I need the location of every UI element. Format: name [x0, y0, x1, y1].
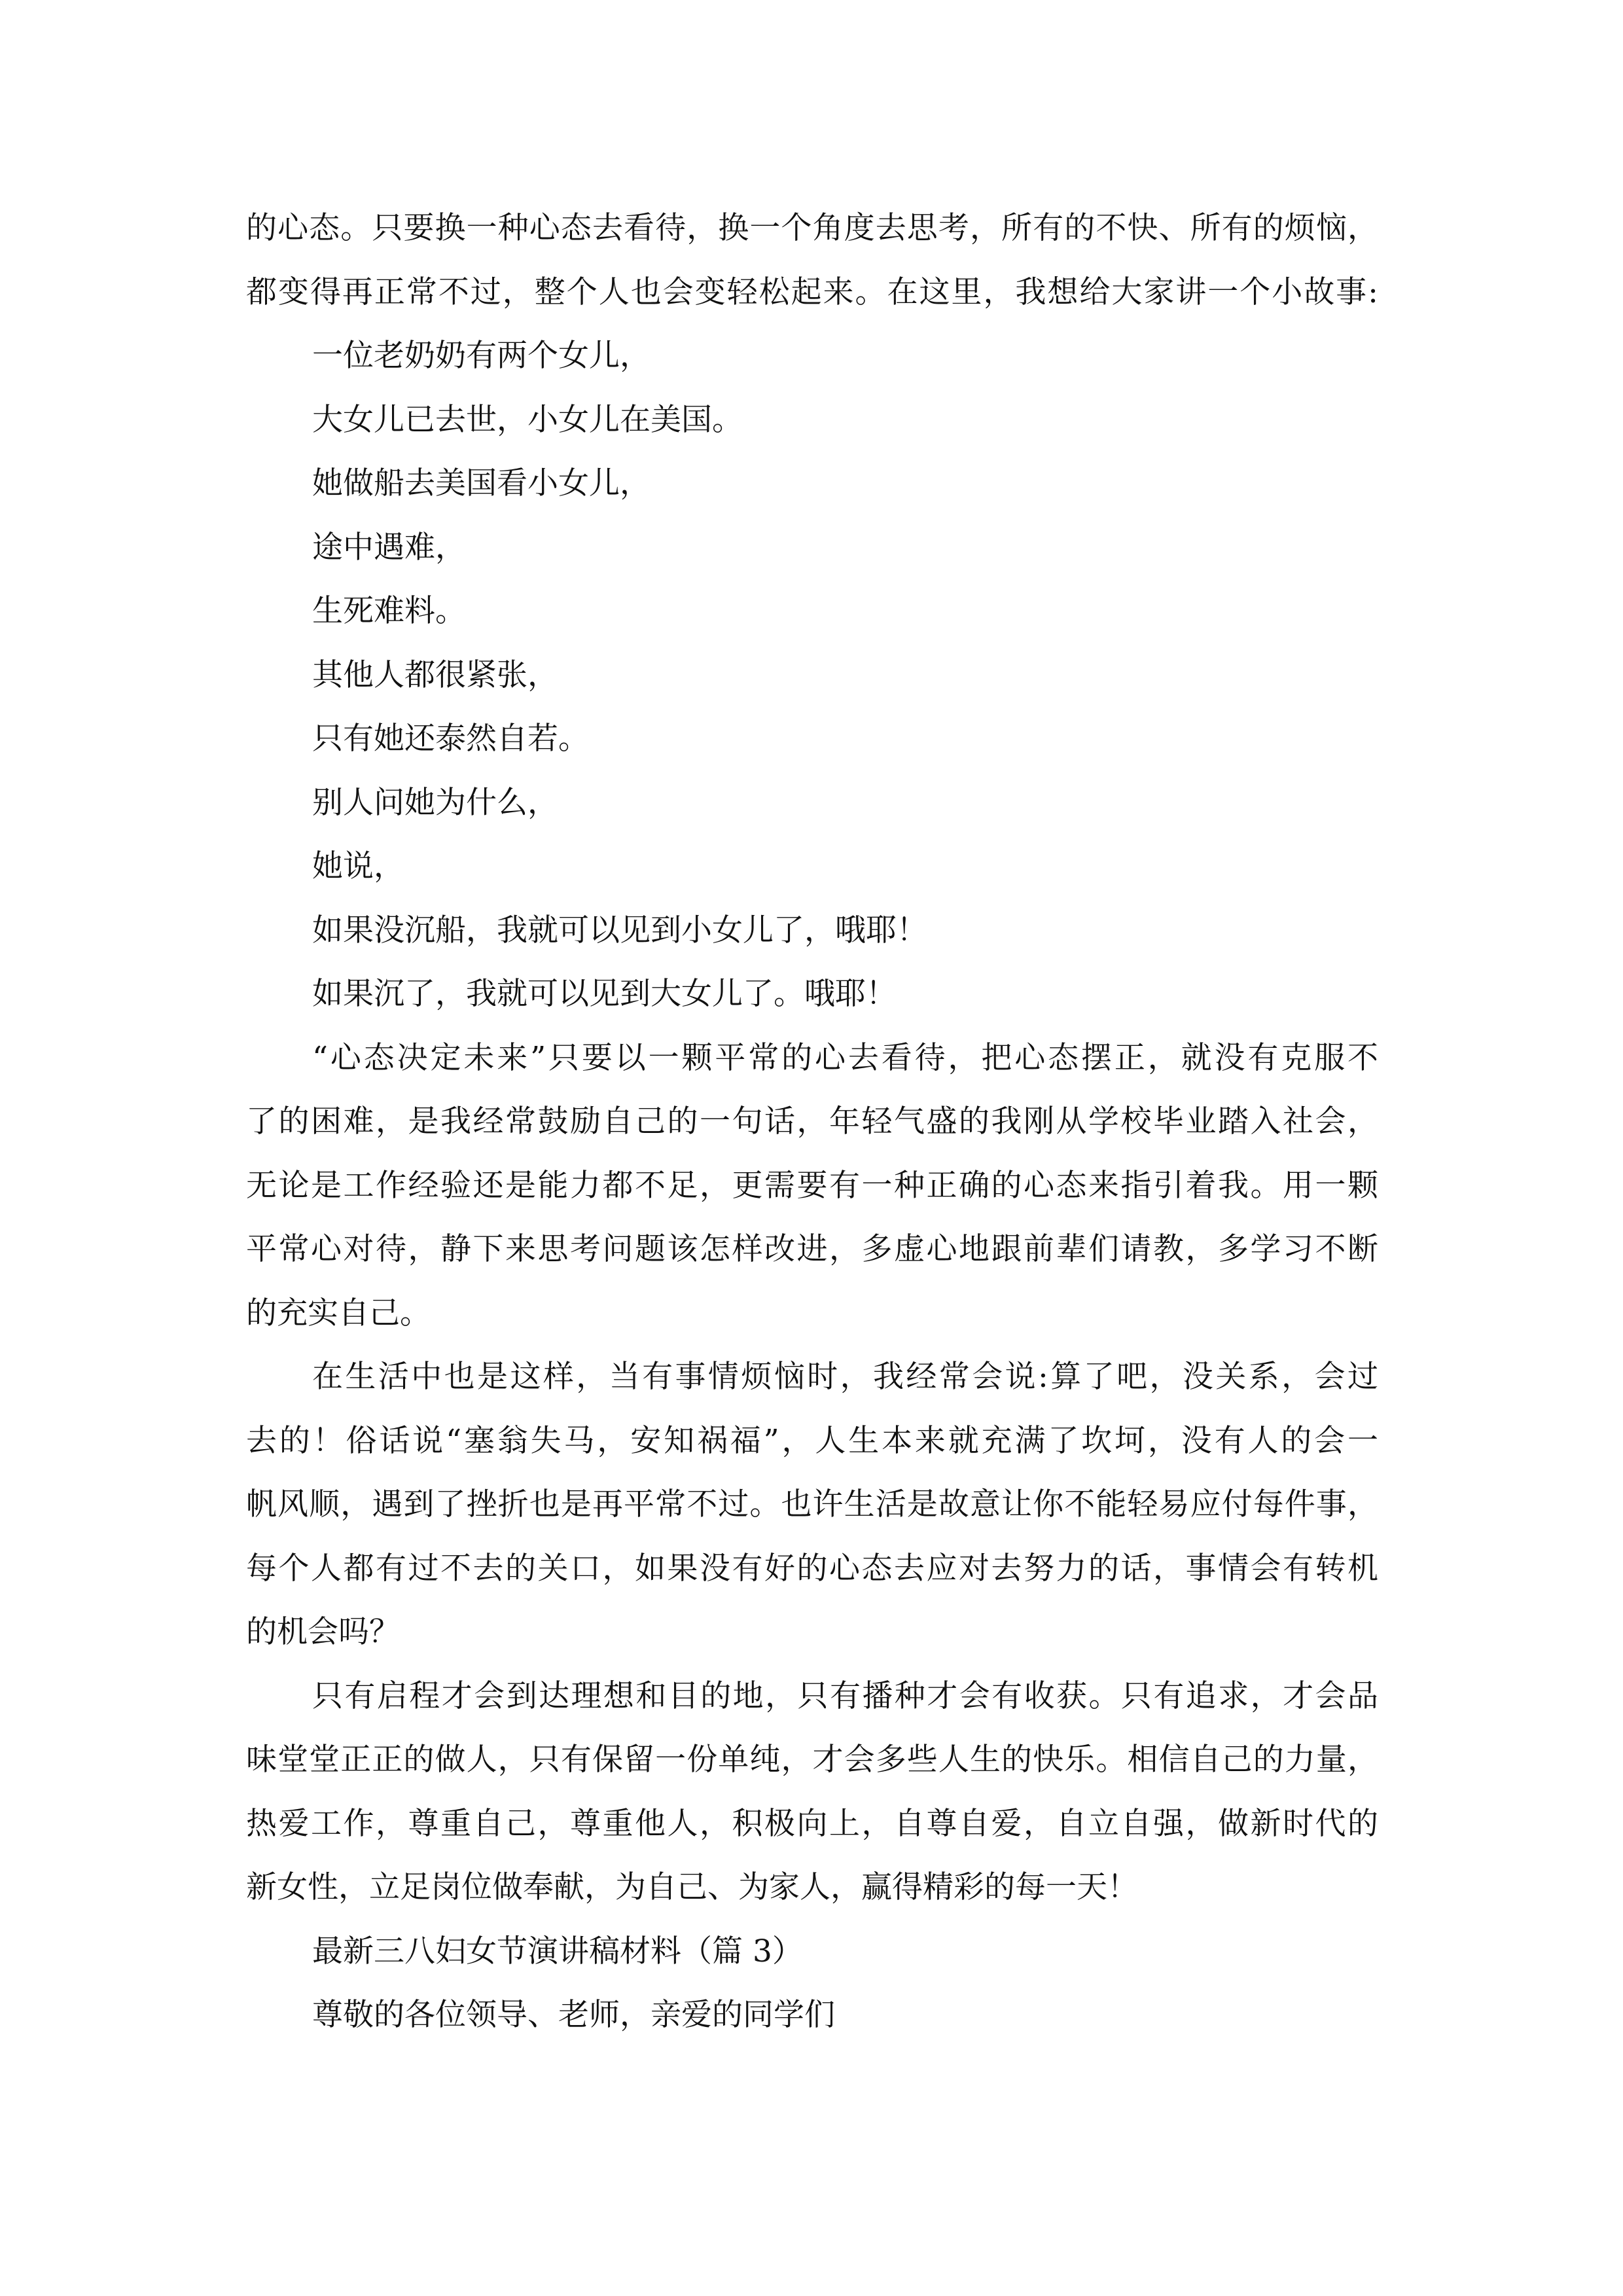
- text-line: 她说，: [312, 848, 404, 884]
- text-line: 只有启程才会到达理想和目的地，只有播种才会有收获。只有追求，才会品: [312, 1677, 1378, 1714]
- text-line: 如果沉了，我就可以见到大女儿了。哦耶！: [312, 976, 897, 1012]
- text-line: 去的！俗话说“塞翁失马，安知祸福”，人生本来就充满了坎坷，没有人的会一: [246, 1422, 1378, 1459]
- text-line: 途中遇难，: [312, 529, 466, 565]
- text-line: 平常心对待，静下来思考问题该怎样改进，多虚心地跟前辈们请教，多学习不断: [246, 1231, 1378, 1267]
- text-line: 新女性，立足岗位做奉献，为自己、为家人，赢得精彩的每一天！: [246, 1869, 1138, 1905]
- text-line: 无论是工作经验还是能力都不足，更需要有一种正确的心态来指引着我。用一颗: [246, 1167, 1378, 1204]
- text-line: 的机会吗？: [246, 1614, 400, 1650]
- document-body: [246, 196, 1378, 2047]
- text-line: 大女儿已去世，小女儿在美国。: [312, 401, 743, 438]
- text-line: 每个人都有过不去的关口，如果没有好的心态去应对去努力的话，事情会有转机: [246, 1550, 1378, 1587]
- text-line: 都变得再正常不过，整个人也会变轻松起来。在这里，我想给大家讲一个小故事:: [246, 274, 1378, 310]
- text-line: 帆风顺，遇到了挫折也是再平常不过。也许生活是故意让你不能轻易应付每件事，: [246, 1486, 1378, 1522]
- text-line: 热爱工作，尊重自己，尊重他人，积极向上，自尊自爱，自立自强，做新时代的: [246, 1805, 1378, 1842]
- text-line: 在生活中也是这样，当有事情烦恼时，我经常会说:算了吧，没关系，会过: [312, 1359, 1378, 1395]
- text-line: 如果没沉船，我就可以见到小女儿了，哦耶！: [312, 912, 927, 948]
- text-line: 生死难料。: [312, 593, 466, 629]
- text-line: “心态决定未来”只要以一颗平常的心去看待，把心态摆正，就没有克服不: [312, 1039, 1378, 1076]
- section-heading: 最新三八妇女节演讲稿材料（篇 3）: [312, 1933, 803, 1969]
- text-line: 别人问她为什么，: [312, 784, 558, 821]
- text-line: 她做船去美国看小女儿，: [312, 465, 651, 501]
- text-line: 的心态。只要换一种心态去看待，换一个角度去思考，所有的不快、所有的烦恼，: [246, 210, 1378, 246]
- text-line: 其他人都很紧张，: [312, 656, 558, 693]
- text-line: 了的困难，是我经常鼓励自己的一句话，年轻气盛的我刚从学校毕业踏入社会，: [246, 1103, 1378, 1139]
- text-line: 的充实自己。: [246, 1295, 431, 1331]
- text-line: 只有她还泰然自若。: [312, 721, 589, 757]
- salutation: 尊敬的各位领导、老师，亲爱的同学们: [312, 1997, 835, 2033]
- text-line: 一位老奶奶有两个女儿，: [312, 338, 651, 374]
- text-line: 味堂堂正正的做人，只有保留一份单纯，才会多些人生的快乐。相信自己的力量，: [246, 1742, 1378, 1778]
